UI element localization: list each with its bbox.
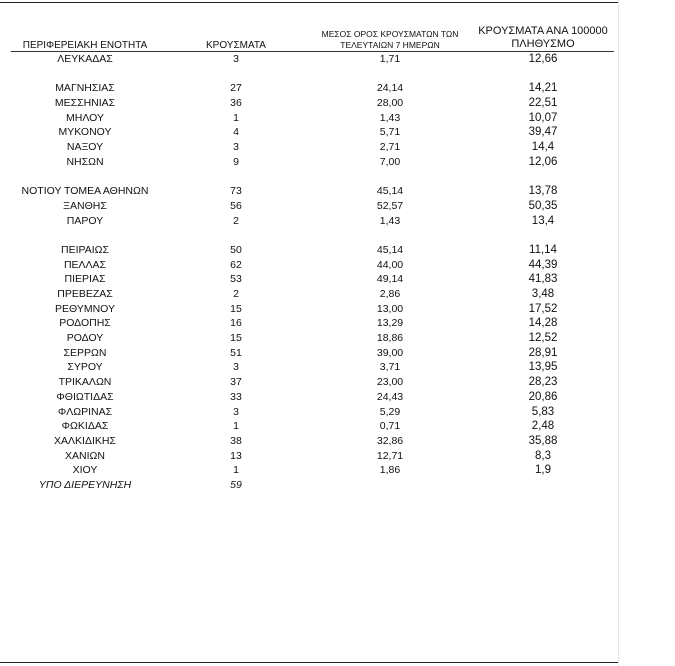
top-border [0,2,618,3]
per-100k-cell: 2,48 [531,420,555,433]
region-cell: ΠΑΡΟΥ [66,214,104,227]
header-region: ΠΕΡΙΦΕΡΕΙΑΚΗ ΕΝΟΤΗΤΑ [22,40,148,51]
cases-cell: 2 [233,288,239,300]
cases-cell: 51 [230,346,242,359]
cases-cell: 50 [230,243,242,256]
average-cell: 1,43 [379,111,401,124]
region-cell: ΦΘΙΩΤΙΔΑΣ [56,390,114,403]
region-cell: ΝΑΞΟΥ [66,141,104,154]
average-cell: 18,86 [376,332,404,345]
table-row [0,449,618,464]
table-row [0,478,618,493]
average-cell: 45,14 [376,185,404,198]
cases-cell: 13 [230,449,242,462]
cases-cell: 38 [230,434,242,447]
average-cell: 13,00 [376,302,404,315]
average-cell: 12,71 [376,449,404,462]
bottom-border [0,662,618,663]
average-cell: 5,29 [379,405,401,418]
average-cell: 39,00 [376,346,404,359]
table-row [0,81,618,96]
cases-cell: 59 [230,478,242,491]
per-100k-cell: 12,52 [528,332,558,345]
per-100k-cell: 8,3 [535,449,551,462]
table-row [0,419,618,434]
cases-cell: 1 [233,464,239,477]
average-cell: 1,43 [379,214,401,227]
header-cases-per-100k [475,25,611,51]
average-cell: 32,86 [376,434,404,447]
table-row [0,52,618,67]
header-cases-per-100k-line1: ΚΡΟΥΣΜΑΤΑ ΑΝΑ 100000 [478,25,608,37]
header-7day-average-line2: ΤΕΛΕΥΤΑΙΩΝ 7 ΗΜΕΡΩΝ [340,40,440,50]
header-7day-average-line1: ΜΕΣΟΣ ΟΡΟΣ ΚΡΟΥΣΜΑΤΩΝ ΤΩΝ [321,29,459,39]
per-100k-cell: 39,47 [528,126,558,139]
region-cell: ΜΥΚΟΝΟΥ [58,126,112,139]
per-100k-cell: 20,86 [528,390,558,403]
row-spacer [0,170,618,185]
cases-cell: 37 [230,376,242,389]
region-cell: ΦΩΚΙΔΑΣ [61,420,109,433]
average-cell: 1,71 [379,53,401,65]
per-100k-cell: 3,48 [531,288,555,300]
average-cell: 49,14 [376,273,404,286]
table-row [0,375,618,390]
cases-cell: 16 [230,317,242,330]
average-cell: 28,00 [376,97,404,110]
table-row [0,140,618,155]
per-100k-cell: 22,51 [528,97,558,110]
average-cell: 7,00 [379,155,401,168]
cases-cell: 33 [230,390,242,403]
table-row [0,346,618,361]
table-row [0,360,618,375]
region-cell: ΧΑΛΚΙΔΙΚΗΣ [54,434,116,447]
region-cell: ΜΑΓΝΗΣΙΑΣ [55,82,115,95]
cases-cell: 15 [230,302,242,315]
table-row [0,125,618,140]
region-cell: ΤΡΙΚΑΛΩΝ [58,376,112,389]
region-cell: ΜΗΛΟΥ [66,111,104,124]
cases-cell: 53 [230,273,242,286]
table-body [0,52,618,493]
per-100k-cell: 14,28 [528,317,558,330]
region-cell: ΡΟΔΟΥ [66,332,104,345]
cases-cell: 36 [230,97,242,110]
table-row [0,463,618,478]
cases-cell: 27 [230,82,242,95]
per-100k-cell: 17,52 [528,302,558,315]
table-row [0,287,618,302]
per-100k-cell: 50,35 [528,199,558,212]
per-100k-cell: 13,78 [528,185,558,198]
table-row [0,111,618,126]
per-100k-cell: 28,23 [528,376,558,389]
table-row [0,302,618,317]
region-cell: ΡΟΔΟΠΗΣ [59,317,111,330]
average-cell: 52,57 [376,199,404,212]
table-row [0,316,618,331]
cases-cell: 3 [233,53,239,65]
header-cases: ΚΡΟΥΣΜΑΤΑ [206,40,266,51]
table-row [0,243,618,258]
per-100k-cell: 35,88 [528,434,558,447]
region-cell: ΠΡΕΒΕΖΑΣ [57,288,113,300]
region-cell: ΣΥΡΟΥ [67,361,103,374]
per-100k-cell: 41,83 [528,273,558,286]
average-cell: 3,71 [379,361,401,374]
region-cell: ΝΟΤΙΟΥ ΤΟΜΕΑ ΑΘΗΝΩΝ [21,185,149,198]
table-row [0,155,618,170]
per-100k-cell: 5,83 [531,405,555,418]
table-row [0,331,618,346]
average-cell: 1,86 [379,464,401,477]
per-100k-cell: 14,21 [528,82,558,95]
average-cell: 5,71 [379,126,401,139]
header-7day-average [312,29,468,51]
per-100k-cell: 14,4 [531,141,555,154]
row-spacer [0,228,618,243]
region-cell: ΛΕΥΚΑΔΑΣ [57,53,113,65]
table-row [0,199,618,214]
table-row [0,214,618,229]
per-100k-cell: 13,95 [528,361,558,374]
region-cell: ΠΕΛΛΑΣ [63,258,107,271]
table-row [0,258,618,273]
average-cell: 0,71 [379,420,401,433]
average-cell: 2,71 [379,141,401,154]
region-cell: ΝΗΣΩΝ [66,155,104,168]
per-100k-cell: 13,4 [531,214,555,227]
page-edge [618,0,619,666]
average-cell: 23,00 [376,376,404,389]
table-row [0,184,618,199]
per-100k-cell: 12,06 [528,155,558,168]
table-row [0,96,618,111]
cases-cell: 15 [230,332,242,345]
region-cell: ΡΕΘΥΜΝΟΥ [54,302,115,315]
table-row [0,272,618,287]
table-row [0,434,618,449]
average-cell: 44,00 [376,258,404,271]
table-row [0,390,618,405]
cases-cell: 73 [230,185,242,198]
per-100k-cell: 44,39 [528,258,558,271]
table-row [0,405,618,420]
region-cell: ΞΑΝΘΗΣ [63,199,107,212]
per-100k-cell: 11,14 [529,243,557,256]
region-cell: ΧΑΝΙΩΝ [65,449,105,462]
average-cell: 45,14 [376,243,404,256]
cases-cell: 62 [230,258,242,271]
per-100k-cell: 12,66 [528,53,558,65]
average-cell: 2,86 [379,288,401,300]
cases-cell: 1 [233,111,239,124]
per-100k-cell: 10,07 [528,111,558,124]
region-cell: ΠΙΕΡΙΑΣ [64,273,106,286]
region-cell: ΦΛΩΡΙΝΑΣ [57,405,113,418]
cases-cell: 9 [233,155,239,168]
average-cell: 24,14 [376,82,404,95]
cases-cell: 3 [233,405,239,418]
region-cell: ΠΕΙΡΑΙΩΣ [61,243,109,256]
region-cell: ΜΕΣΣΗΝΙΑΣ [54,97,116,110]
average-cell: 13,29 [376,317,404,330]
region-cell: ΥΠΟ ΔΙΕΡΕΥΝΗΣΗ [38,478,132,491]
per-100k-cell: 1,9 [535,464,551,477]
cases-cell: 4 [233,126,239,139]
average-cell: 24,43 [376,390,404,403]
cases-cell: 3 [233,141,239,154]
cases-cell: 1 [233,420,239,433]
row-spacer [0,67,618,82]
region-cell: ΧΙΟΥ [72,464,98,477]
header-cases-per-100k-line2: ΠΛΗΘΥΣΜΟ [511,38,575,50]
cases-cell: 3 [233,361,239,374]
cases-cell: 2 [233,214,239,227]
cases-cell: 56 [230,199,242,212]
per-100k-cell: 28,91 [528,346,558,359]
region-cell: ΣΕΡΡΩΝ [63,346,107,359]
